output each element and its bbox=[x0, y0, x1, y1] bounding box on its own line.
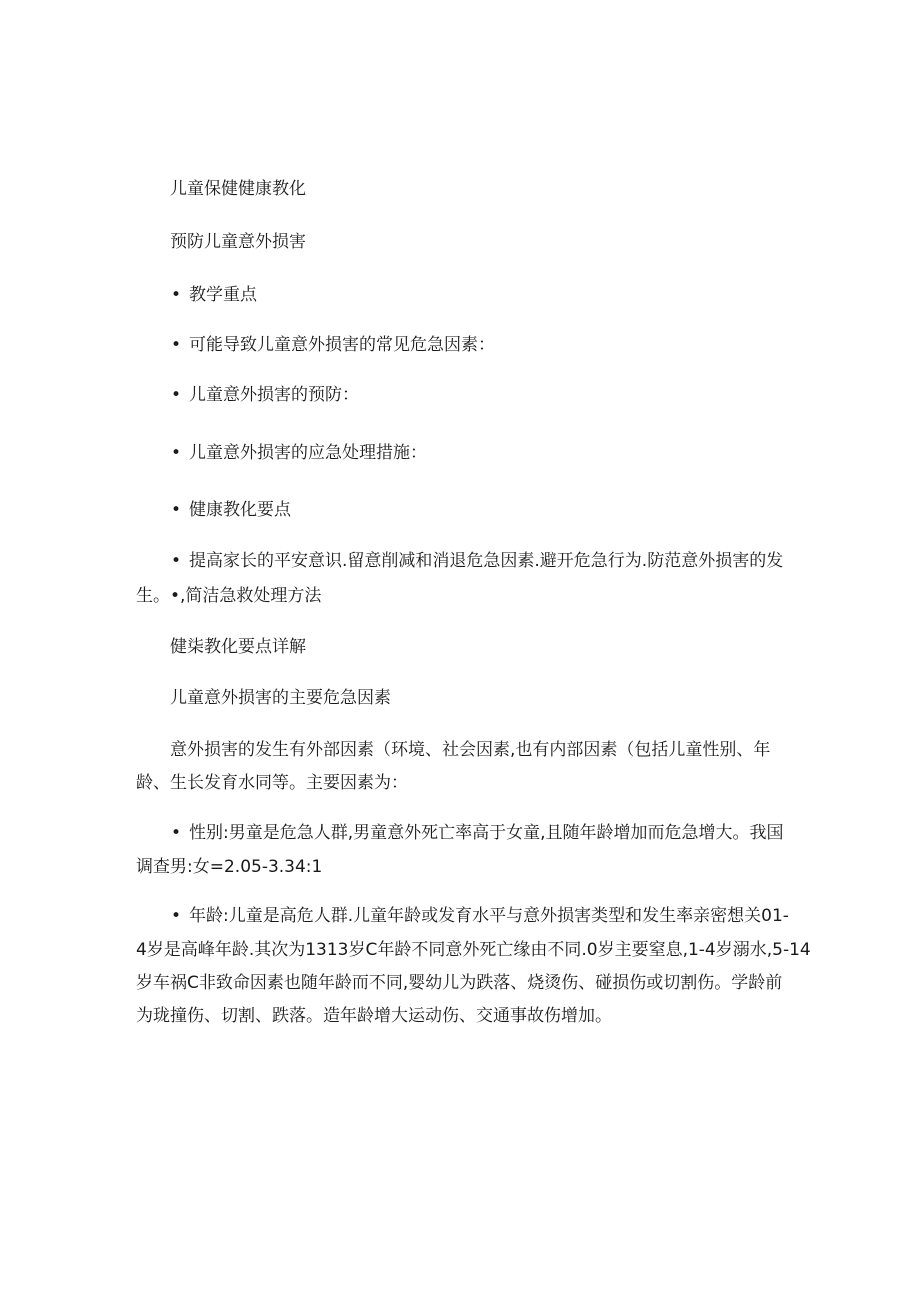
list-item bbox=[171, 284, 257, 306]
intro-paragraph-line: 龄、生长发育水同等。主要因素为： bbox=[136, 773, 408, 793]
bullet-icon: • bbox=[171, 551, 182, 571]
list-item bbox=[171, 334, 495, 356]
list-item-continuation: 调查男:女=2.05-3.34:1 bbox=[136, 857, 323, 877]
bullet-icon: • bbox=[171, 335, 182, 355]
list-item bbox=[171, 550, 783, 572]
list-item-text: 提高家长的平安意识.留意削减和消退危急因素.避开危急行为.防范意外损害的发 bbox=[189, 551, 784, 571]
list-item-continuation: 岁车祸C非致命因素也随年龄而不同,婴幼儿为跌落、烧烫伤、碰损伤或切割伤。学龄前 bbox=[136, 973, 783, 993]
bullet-icon: • bbox=[171, 906, 182, 926]
list-item bbox=[171, 822, 784, 844]
bullet-icon: • bbox=[171, 823, 182, 843]
section-heading: 健柒教化要点详解 bbox=[170, 637, 306, 657]
bullet-icon: • bbox=[171, 500, 182, 520]
list-item-continuation: 为珑撞伤、切割、跌落。造年龄增大运动伤、交通事故伤增加。 bbox=[136, 1006, 612, 1026]
list-item bbox=[171, 499, 291, 521]
bullet-icon: • bbox=[171, 385, 182, 405]
sub-heading: 儿童意外损害的主要危急因素 bbox=[170, 688, 391, 708]
list-item-text: 年龄:儿童是高危人群.儿童年龄或发育水平与意外损害类型和发生率亲密想关01- bbox=[189, 906, 789, 926]
intro-paragraph-line: 意外损害的发生有外部因素（环境、社会因素,也有内部因素（包括儿童性别、年 bbox=[170, 740, 771, 760]
bullet-icon: • bbox=[171, 443, 182, 463]
document-subtitle: 预防儿童意外损害 bbox=[170, 232, 306, 252]
list-item-text: 健康教化要点 bbox=[189, 500, 291, 520]
list-item-continuation: 生。•,简洁急救处理方法 bbox=[136, 586, 322, 606]
list-item-text: 儿童意外损害的应急处理措施： bbox=[189, 443, 427, 463]
list-item-text: 可能导致儿童意外损害的常见危急因素： bbox=[189, 335, 495, 355]
bullet-icon: • bbox=[171, 285, 182, 305]
list-item-text: 儿童意外损害的预防： bbox=[189, 385, 359, 405]
list-item-text: 性别:男童是危急人群,男童意外死亡率高于女童,且随年龄增加而危急增大。我国 bbox=[189, 823, 784, 843]
list-item bbox=[171, 442, 427, 464]
document-title: 儿童保健健康教化 bbox=[170, 179, 306, 199]
list-item bbox=[171, 384, 359, 406]
list-item-text: 教学重点 bbox=[189, 285, 257, 305]
list-item-continuation: 4岁是高峰年龄.其次为1313岁C年龄不同意外死亡缘由不同.0岁主要窒息,1-4岁溺水,5-14 bbox=[136, 940, 811, 960]
list-item bbox=[171, 905, 789, 927]
